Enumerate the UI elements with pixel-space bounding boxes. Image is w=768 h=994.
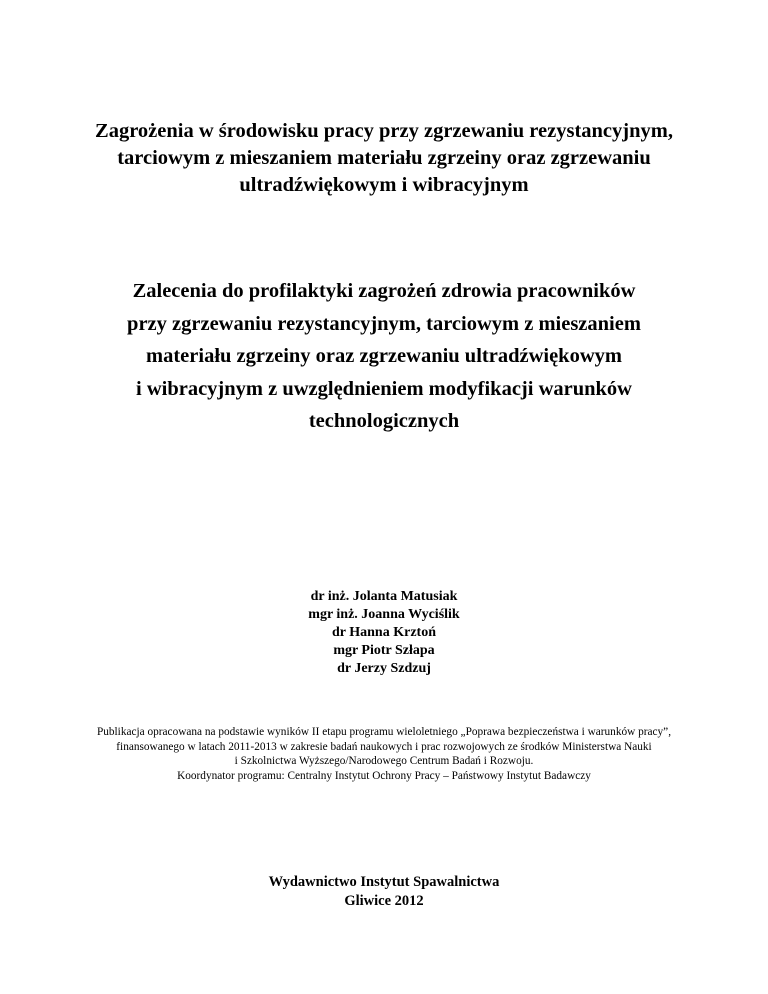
main-title-line: tarciowym z mieszaniem materiału zgrzeiny oraz zgrzewaniu [117,147,651,169]
author-name: dr Jerzy Szdzuj [337,661,431,676]
publication-place-year: Gliwice 2012 [344,893,424,909]
author-list [0,588,768,678]
subtitle [0,275,768,438]
main-title-line: Zagrożenia w środowisku pracy przy zgrzewaniu rezystancyjnym, [95,120,673,142]
author-name: dr Hanna Krztoń [332,625,436,640]
subtitle-line: przy zgrzewaniu rezystancyjnym, tarciowym z mieszaniem [127,312,641,335]
subtitle-line: technologicznych [308,410,460,432]
funding-note-line: i Szkolnictwa Wyższego/Narodowego Centrum Badań i Rozwoju. [234,755,534,767]
subtitle-line: Zalecenia do profilaktyki zagrożeń zdrowia pracowników [132,280,636,302]
author-name: mgr Piotr Szłapa [333,643,435,658]
main-title-line: ultradźwiękowym i wibracyjnym [239,174,529,196]
subtitle-line: i wibracyjnym z uwzględnieniem modyfikacji warunków [136,377,632,400]
funding-note-line: Koordynator programu: Centralny Instytut Ochrony Pracy – Państwowy Instytut Badawczy [177,769,591,782]
subtitle-line: materiału zgrzeiny oraz zgrzewaniu ultradźwiękowym [146,345,622,367]
publisher-block [0,873,768,911]
main-title [0,118,768,199]
publisher-name: Wydawnictwo Instytut Spawalnictwa [268,874,500,890]
funding-note-line: Publikacja opracowana na podstawie wyników II etapu programu wieloletniego „Poprawa bezpieczeństwa i warunków pracy”, [96,726,672,738]
author-name: dr inż. Jolanta Matusiak [310,589,458,604]
funding-note [0,725,768,783]
funding-note-line: finansowanego w latach 2011-2013 w zakresie badań naukowych i prac rozwojowych ze środków Ministerstwa Nauki [116,740,652,753]
author-name: mgr inż. Joanna Wyciślik [308,607,460,622]
